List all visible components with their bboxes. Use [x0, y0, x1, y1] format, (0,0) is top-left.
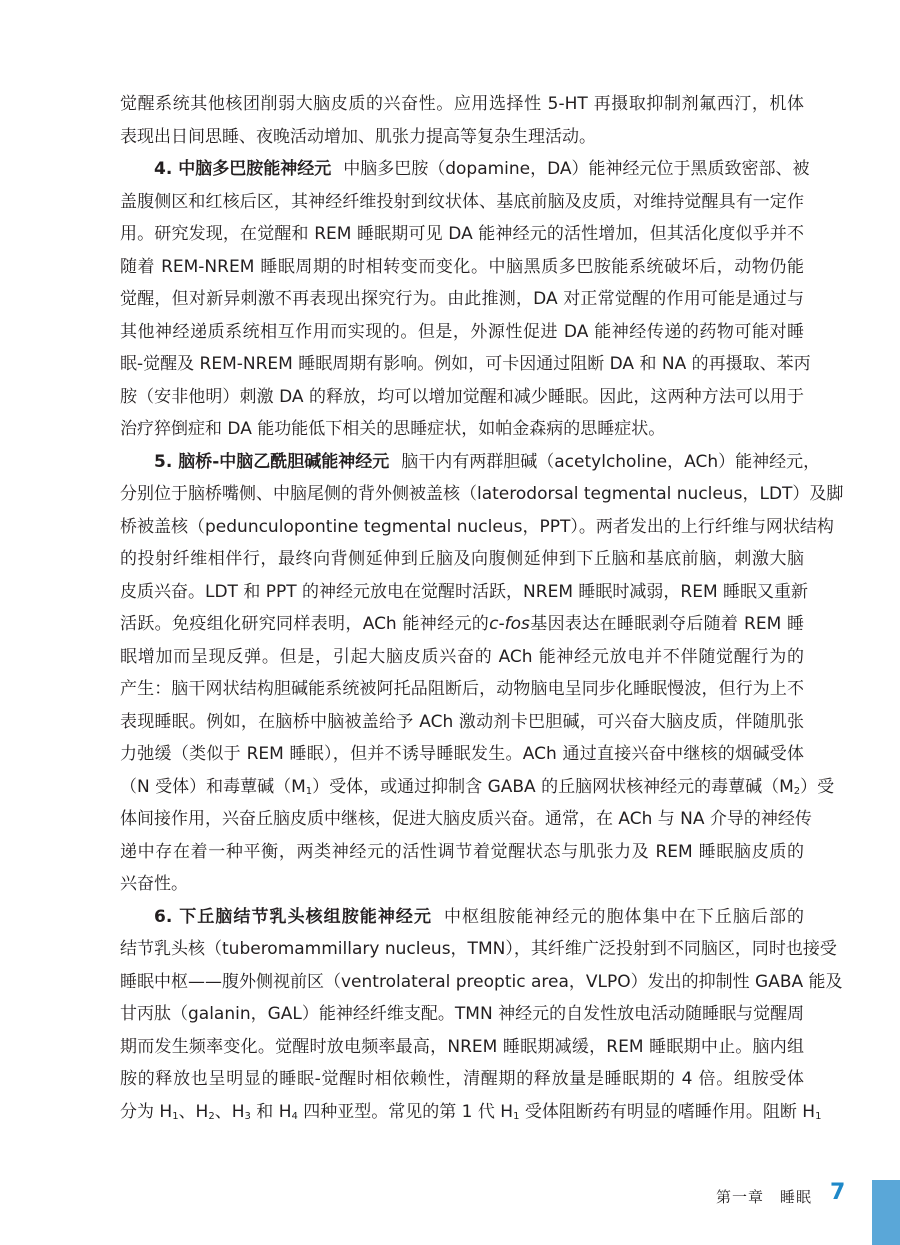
- text-line: [120, 673, 804, 706]
- text-line: [120, 706, 804, 739]
- page-number: 7: [830, 1180, 846, 1205]
- text-span: 产生：脑干网状结构胆碱能系统被阿托品阻断后，动物脑电呈同步化睡眠慢波，但行为上不: [120, 679, 804, 699]
- text-line: [120, 413, 804, 446]
- text-span: 表现出日间思睡、夜晚活动增加、肌张力提高等复杂生理活动。: [120, 126, 596, 147]
- text-line: [120, 966, 843, 999]
- text-line: [120, 803, 812, 836]
- text-line: [120, 511, 834, 544]
- text-line: [120, 543, 804, 576]
- text-span: 中脑多巴胺（dopamine，DA）能神经元位于黑质致密部、被: [343, 159, 810, 179]
- text-line: [120, 316, 804, 349]
- text-span: 其他神经递质系统相互作用而实现的。但是，外源性促进 DA 能神经传递的药物可能对睡: [120, 321, 804, 342]
- text-span: （N 受体）和毒蕈碱（M: [120, 776, 306, 797]
- text-line: [120, 738, 804, 771]
- text-line: [120, 218, 804, 251]
- text-line: [120, 608, 804, 641]
- page-footer: [0, 1182, 900, 1212]
- text-line: [120, 88, 804, 121]
- subscript: 2: [793, 785, 801, 797]
- text-line: [120, 1063, 804, 1096]
- text-span: 体间接作用，兴奋丘脑皮质中继核，促进大脑皮质兴奋。通常，在 ACh 与 NA 介导的神经传: [120, 809, 812, 829]
- text-span: 中枢组胺能神经元的胞体集中在下丘脑后部的: [444, 906, 804, 927]
- text-span: 结节乳头核（tuberomammillary nucleus，TMN），其纤维广泛投射到不同脑区，同时也接受: [120, 939, 837, 959]
- text-span: 分别位于脑桥嘴侧、中脑尾侧的背外侧被盖核（laterodorsal tegmental nucleus，LDT）及脚: [120, 484, 844, 504]
- section-6-start: [120, 901, 804, 934]
- subscript: 1: [305, 785, 313, 797]
- section-5-start: [120, 446, 821, 479]
- text-span: 治疗猝倒症和 DA 能功能低下相关的思睡症状，如帕金森病的思睡症状。: [120, 419, 666, 439]
- text-span: 期而发生频率变化。觉醒时放电频率最高，NREM 睡眠期减缓，REM 睡眠期中止。脑内组: [120, 1036, 804, 1057]
- subscript: 1: [513, 1110, 520, 1122]
- body-text: [120, 88, 844, 1128]
- text-span: 随着 REM-NREM 睡眠周期的时相转变而变化。中脑黑质多巴胺能系统破坏后，动物仍能: [120, 256, 804, 277]
- text-span: 的投射纤维相伴行，最终向背侧延伸到丘脑及向腹侧延伸到下丘脑和基底前脑，刺激大脑: [120, 549, 804, 569]
- text-line: [120, 868, 804, 901]
- text-line: [120, 576, 809, 609]
- text-span: 桥被盖核（pedunculopontine tegmental nucleus，PPT）。两者发出的上行纤维与网状结构: [120, 516, 834, 537]
- text-span: 用。研究发现，在觉醒和 REM 睡眠期可见 DA 能神经元的活性增加，但其活化度似乎并不: [120, 224, 804, 244]
- text-span: 胺（安非他明）刺激 DA 的释放，均可以增加觉醒和减少睡眠。因此，这两种方法可以用于: [120, 386, 804, 407]
- italic-gene-name: c-fos: [489, 614, 530, 634]
- text-line: [120, 998, 804, 1031]
- text-span: 分为 H: [120, 1101, 173, 1122]
- text-span: 眠-觉醒及 REM-NREM 睡眠周期有影响。例如，可卡因通过阻断 DA 和 NA 的再摄取、苯丙: [120, 354, 811, 374]
- text-span: 递中存在着一种平衡，两类神经元的活性调节着觉醒状态与肌张力及 REM 睡眠脑皮质的: [120, 841, 804, 862]
- text-line: [120, 1096, 822, 1129]
- text-line: [120, 933, 837, 966]
- subscript: 4: [291, 1110, 298, 1122]
- subscript: 1: [815, 1110, 822, 1122]
- text-span: 皮质兴奋。LDT 和 PPT 的神经元放电在觉醒时活跃，NREM 睡眠时减弱，REM 睡眠又重新: [120, 581, 809, 602]
- text-line: [120, 381, 804, 414]
- text-line: [120, 641, 804, 674]
- subscript: 2: [208, 1110, 215, 1122]
- text-span: 觉醒，但对新异刺激不再表现出探究行为。由此推测，DA 对正常觉醒的作用可能是通过与: [120, 289, 804, 309]
- text-line: [120, 186, 804, 219]
- text-span: 表现睡眠。例如，在脑桥中脑被盖给予 ACh 激动剂卡巴胆碱，可兴奋大脑皮质，伴随肌张: [120, 711, 804, 732]
- section-heading-4: 4. 中脑多巴胺能神经元: [154, 159, 332, 179]
- text-span: 基因表达在睡眠剥夺后随着 REM 睡: [529, 614, 804, 634]
- text-span: 眠增加而呈现反弹。但是，引起大脑皮质兴奋的 ACh 能神经元放电并不伴随觉醒行为的: [120, 646, 804, 667]
- text-span: 、H: [214, 1101, 245, 1122]
- text-line: [120, 251, 804, 284]
- text-span: 甘丙肽（galanin，GAL）能神经纤维支配。TMN 神经元的自发性放电活动随睡眠与觉醒周: [120, 1004, 805, 1024]
- text-span: 受体阻断药有明显的嗜睡作用。阻断 H: [519, 1101, 816, 1122]
- text-span: ）受: [800, 776, 835, 797]
- subscript: 1: [172, 1110, 179, 1122]
- text-span: 和 H: [250, 1101, 292, 1122]
- section-heading-6: 6. 下丘脑结节乳头核组胺能神经元: [154, 906, 432, 927]
- text-span: 脑干内有两群胆碱（acetylcholine，ACh）能神经元，: [401, 451, 821, 472]
- text-line: [120, 283, 804, 316]
- text-span: 胺的释放也呈明显的睡眠-觉醒时相依赖性，清醒期的释放量是睡眠期的 4 倍。组胺受体: [120, 1069, 804, 1089]
- text-line: [120, 836, 804, 869]
- side-color-bar: [872, 1180, 900, 1245]
- text-span: ）受体，或通过抑制含 GABA 的丘脑网状核神经元的毒蕈碱（M: [312, 776, 794, 797]
- text-span: 睡眠中枢——腹外侧视前区（ventrolateral preoptic area，VLPO）发出的抑制性 GABA 能及: [120, 971, 843, 992]
- section-heading-5: 5. 脑桥-中脑乙酰胆碱能神经元: [154, 451, 390, 472]
- text-line: [120, 121, 804, 154]
- text-line: [120, 1031, 804, 1064]
- chapter-title: 第一章 睡眠: [715, 1188, 812, 1206]
- section-4-start: [120, 153, 810, 186]
- text-span: 、H: [178, 1101, 209, 1122]
- text-span: 盖腹侧区和红核后区，其神经纤维投射到纹状体、基底前脑及皮质，对维持觉醒具有一定作: [120, 191, 804, 212]
- text-span: 力弛缓（类似于 REM 睡眠），但并不诱导睡眠发生。ACh 通过直接兴奋中继核的烟碱受体: [120, 744, 804, 764]
- text-line: [120, 348, 811, 381]
- subscript: 3: [244, 1110, 251, 1122]
- text-span: 兴奋性。: [120, 874, 188, 894]
- text-line: [120, 478, 844, 511]
- text-span: 四种亚型。常见的第 1 代 H: [297, 1101, 514, 1122]
- text-line: [120, 771, 835, 804]
- text-span: 觉醒系统其他核团削弱大脑皮质的兴奋性。应用选择性 5-HT 再摄取抑制剂氟西汀，机体: [120, 94, 804, 114]
- text-span: 活跃。免疫组化研究同样表明，ACh 能神经元的: [120, 614, 490, 634]
